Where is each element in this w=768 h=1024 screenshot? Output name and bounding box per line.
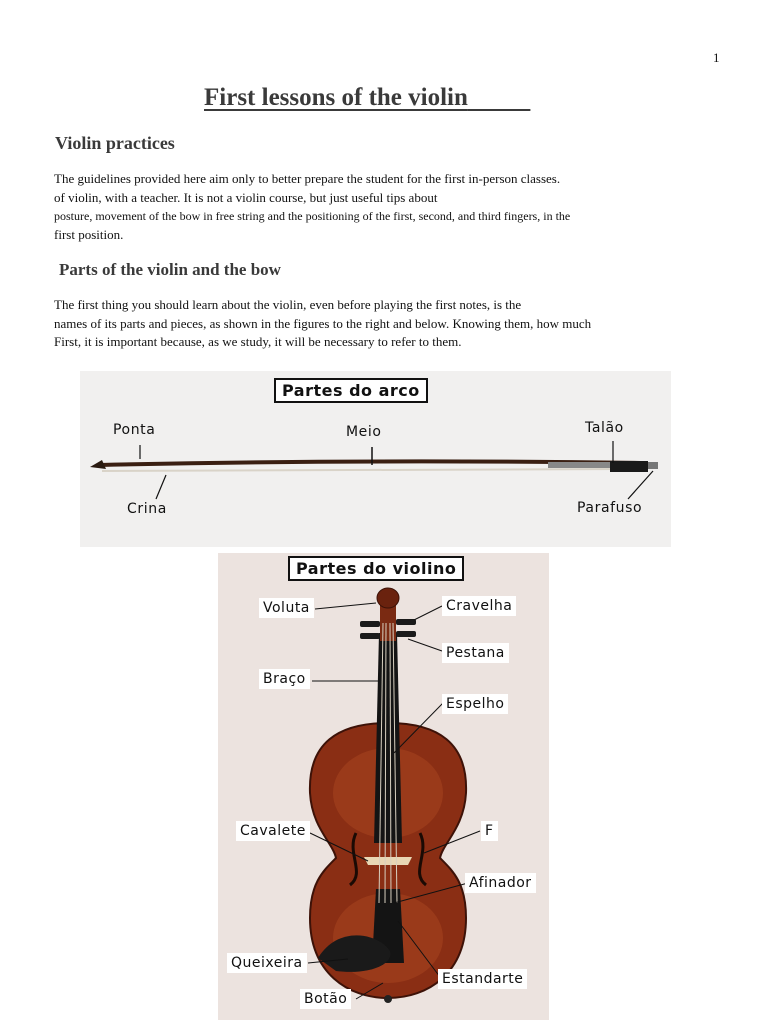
- paragraph-line: The first thing you should learn about the violin, even before playing the first notes, is the: [54, 297, 522, 312]
- violin-figure: [218, 553, 549, 1020]
- violin-label-queixeira: Queixeira: [227, 953, 307, 973]
- page-number: 1: [713, 50, 720, 65]
- paragraph-line: The guidelines provided here aim only to better prepare the student for the first in-person classes.: [54, 171, 561, 186]
- violin-figure-title: Partes do violino: [288, 556, 464, 581]
- bow-label-talao: Talão: [585, 420, 624, 436]
- section-heading-practices: Violin practices: [55, 133, 175, 153]
- paragraph-line: posture, movement of the bow in free string and the positioning of the first, second, and third fingers, in the: [54, 209, 571, 223]
- bow-label-parafuso: Parafuso: [577, 500, 643, 516]
- paragraph-line: first position.: [54, 226, 124, 242]
- violin-illustration: [218, 553, 549, 1020]
- title-text: First lessons of the violin: [204, 84, 468, 111]
- paragraph-parts: [54, 296, 654, 352]
- violin-label-cavalete: Cavalete: [236, 821, 310, 841]
- bow-illustration: [80, 371, 671, 547]
- bow-label-meio: Meio: [346, 424, 382, 440]
- violin-label-pestana: Pestana: [442, 643, 509, 663]
- page-title: [204, 84, 530, 112]
- violin-label-cravelha: Cravelha: [442, 596, 516, 616]
- paragraph-line: names of its parts and pieces, as shown in the figures to the right and below. Knowing them, how much: [54, 315, 592, 331]
- violin-label-f: F: [481, 821, 498, 841]
- bow-figure-title: Partes do arco: [274, 378, 428, 403]
- violin-label-voluta: Voluta: [259, 598, 314, 618]
- bow-label-crina: Crina: [127, 501, 167, 517]
- violin-label-afinador: Afinador: [465, 873, 536, 893]
- bow-figure: [80, 371, 671, 547]
- paragraph-line: First, it is important because, as we study, it will be necessary to refer to them.: [54, 334, 462, 349]
- bow-label-ponta: Ponta: [113, 422, 156, 438]
- violin-label-espelho: Espelho: [442, 694, 508, 714]
- violin-label-braco: Braço: [259, 669, 310, 689]
- paragraph-practices: [54, 170, 654, 244]
- paragraph-line: of violin, with a teacher. It is not a violin course, but just useful tips about: [54, 189, 438, 205]
- violin-label-estandarte: Estandarte: [438, 969, 527, 989]
- violin-label-botao: Botão: [300, 989, 351, 1009]
- section-heading-parts: Parts of the violin and the bow: [59, 260, 281, 279]
